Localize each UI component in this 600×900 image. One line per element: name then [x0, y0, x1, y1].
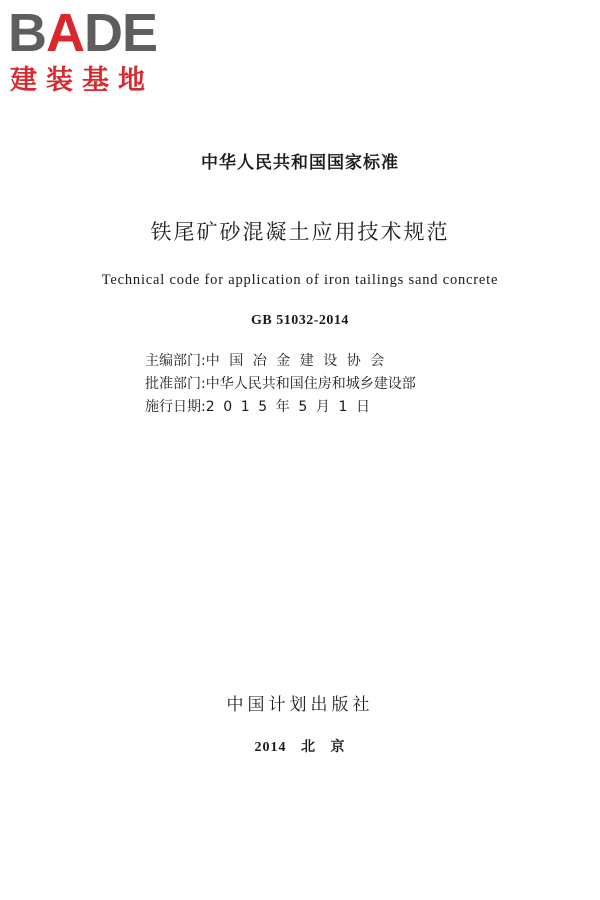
publisher-name: 中国计划出版社 [226, 695, 374, 715]
effective-label: 施行日期: [145, 399, 206, 415]
approver-value: 中华人民共和国住房和城乡建设部 [205, 376, 416, 392]
logo-wordmark [8, 3, 158, 63]
standard-code: GB 51032-2014 [251, 313, 349, 328]
logo-letters-de: DE [84, 3, 158, 63]
logo-tagline: 建装基地 [10, 65, 154, 96]
logo-letter-a: A [46, 3, 84, 63]
meta-row-effective [145, 396, 465, 419]
approver-label: 批准部门: [145, 376, 206, 392]
bade-logo [8, 3, 188, 96]
publication-meta [145, 350, 465, 419]
standard-type: 中华人民共和国国家标准 [201, 153, 399, 173]
effective-value: 2015年5月1日 [205, 399, 379, 415]
meta-row-editor [145, 350, 465, 373]
title-english: Technical code for application of iron tailings sand concrete [101, 272, 499, 288]
editor-value: 中国冶金建设协会 [205, 353, 394, 369]
meta-row-approver [145, 373, 465, 396]
publication-place: 2014 北 京 [254, 740, 346, 755]
editor-label: 主编部门: [145, 353, 206, 369]
title-chinese: 铁尾矿砂混凝土应用技术规范 [150, 220, 450, 244]
logo-letter-b: B [8, 3, 46, 63]
